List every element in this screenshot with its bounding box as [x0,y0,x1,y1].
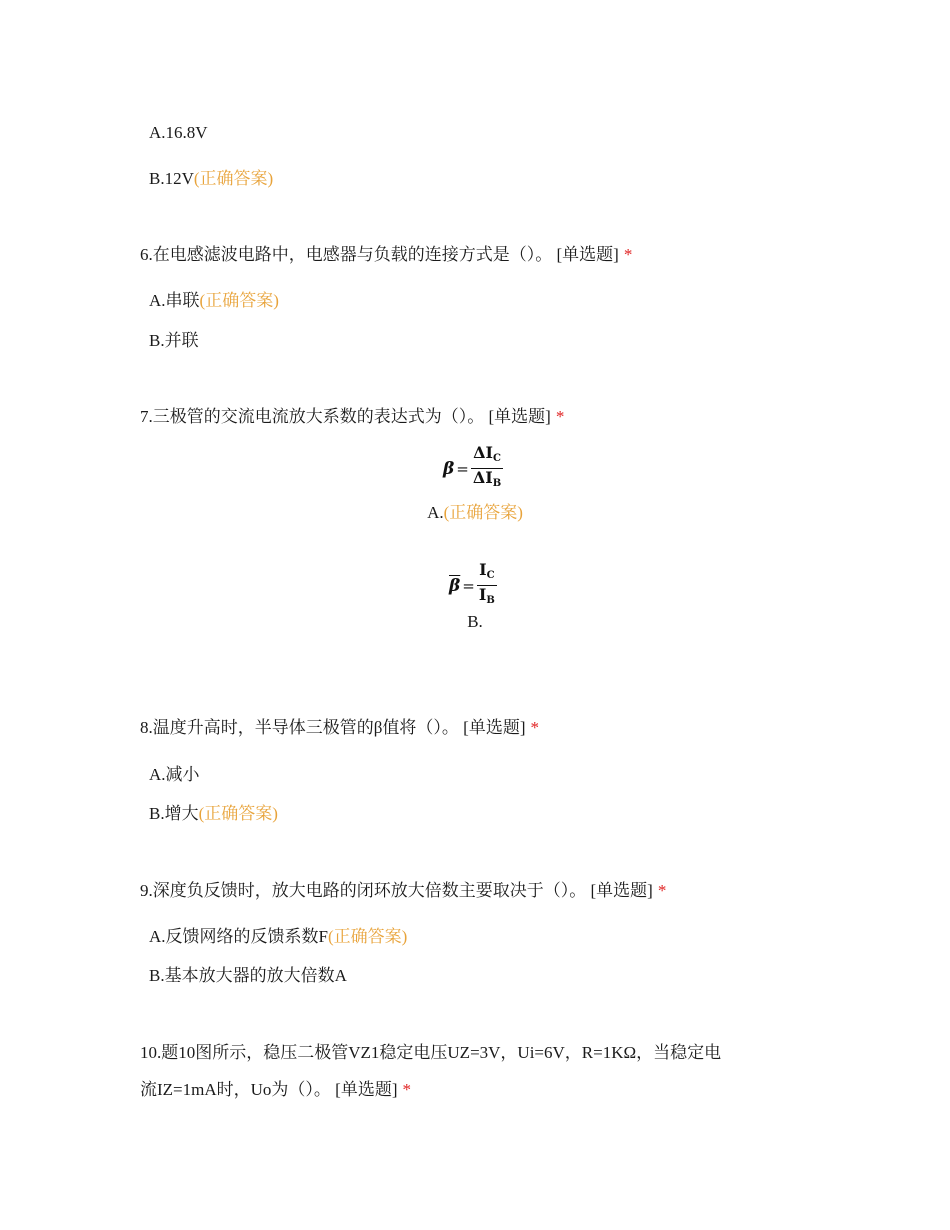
q6-option-b[interactable] [149,326,199,351]
formula-equals: = [456,459,469,478]
option-label: A.16.8V [149,123,208,142]
denominator-text: I [478,585,487,604]
question-type-tag: [单选题] [463,718,526,737]
q5-option-b[interactable] [149,164,273,189]
option-label: B. [467,612,483,631]
required-star: * [657,881,667,900]
denominator-text: ΔI [472,468,493,487]
q8-option-b[interactable] [149,799,278,824]
question-type-tag: [单选题] [488,407,551,426]
denominator-subscript: B [486,595,495,606]
numerator-text: ΔI [473,443,494,462]
formula-lhs: β [443,458,455,479]
q7-formula-b [449,561,497,610]
formula-denominator [477,586,497,610]
q9-title [140,876,666,901]
formula-lhs: $\overline{\beta}$ [449,575,461,596]
q5-option-a[interactable] [149,123,208,143]
numerator-text: I [479,560,487,579]
question-type-tag: [单选题] [556,245,619,264]
q10-title-line2 [140,1075,411,1100]
formula-fraction [471,444,503,493]
q8-option-a[interactable] [149,760,200,785]
q10-title-line1 [140,1038,721,1063]
question-stem: 7.三极管的交流电流放大系数的表达式为（）。 [140,407,485,426]
required-star: * [530,718,539,737]
q7-option-a[interactable] [0,498,950,523]
q6-option-a[interactable] [149,286,279,311]
question-stem-continued: 流IZ=1mA时，Uo为（）。 [140,1080,331,1099]
correct-answer-mark: (正确答案) [443,503,523,522]
required-star: * [402,1080,411,1099]
option-label: B.增大 [149,804,199,823]
q7-title [140,402,564,427]
formula-numerator [477,561,497,586]
option-label: B.12V [149,169,194,188]
question-stem: 10.题10图所示，稳压二极管VZ1稳定电压UZ=3V，Ui=6V，R=1KΩ，当稳定电 [140,1043,722,1062]
denominator-subscript: B [492,478,502,489]
q7-formula-a [443,444,503,493]
question-stem: 9.深度负反馈时，放大电路的闭环放大倍数主要取决于（）。 [140,881,587,900]
question-type-tag: [单选题] [335,1080,398,1099]
question-type-tag: [单选题] [590,881,653,900]
q6-title [140,240,632,265]
option-label: B.基本放大器的放大倍数A [149,966,347,985]
correct-answer-mark: (正确答案) [199,291,279,310]
required-star: * [623,245,633,264]
numerator-subscript: C [486,570,495,581]
required-star: * [555,407,565,426]
question-stem: 6.在电感滤波电路中，电感器与负载的连接方式是（）。 [140,245,553,264]
q7-option-b[interactable] [0,612,950,632]
formula-fraction [477,561,497,610]
option-label: A. [427,503,444,522]
option-label: A.串联 [149,291,200,310]
option-label: B.并联 [149,331,199,350]
q9-option-a[interactable] [149,922,407,947]
correct-answer-mark: (正确答案) [193,169,274,188]
q9-option-b[interactable] [149,961,347,986]
q8-title [140,713,539,738]
correct-answer-mark: (正确答案) [198,804,278,823]
option-label: A.反馈网络的反馈系数F [149,927,328,946]
formula-numerator [471,444,503,469]
option-label: A.减小 [149,765,200,784]
numerator-subscript: C [493,453,501,464]
formula-denominator [471,469,503,493]
correct-answer-mark: (正确答案) [327,927,408,946]
question-stem: 8.温度升高时，半导体三极管的β值将（）。 [140,718,459,737]
formula-equals: = [462,576,475,595]
